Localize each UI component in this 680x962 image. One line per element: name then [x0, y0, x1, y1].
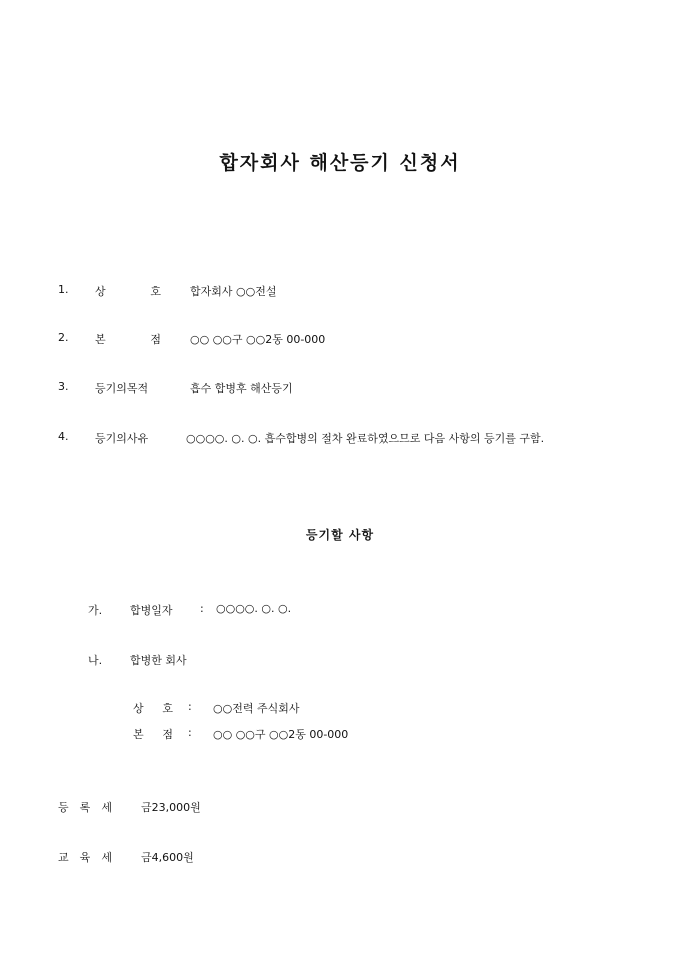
merging-company-letter: 나. — [88, 654, 103, 667]
fee-value-registration-tax: 금23,000원 — [141, 801, 201, 814]
merging-company-head-office-value: ○○ ○○구 ○○2동 00-000 — [213, 728, 349, 741]
fee-label-char: 세 — [101, 851, 112, 864]
fee-label-char: 교 — [58, 851, 69, 864]
merging-company-trade-name-label — [133, 700, 173, 716]
item-number-4: 4. — [58, 430, 69, 443]
item-value-head-office: ○○ ○○구 ○○2동 00-000 — [190, 333, 326, 346]
detail-label-char: 본 — [133, 728, 144, 741]
fee-label-char: 세 — [101, 801, 112, 814]
item-value-reason: ○○○○. ○. ○. 흡수합병의 절차 완료하였으므로 다음 사항의 등기를 구함. — [186, 432, 545, 445]
merging-company-trade-name-value: ○○전력 주식회사 — [213, 702, 300, 715]
item-label-head-office — [95, 331, 161, 347]
fee-label-education-tax — [58, 849, 112, 865]
merger-date-colon: : — [200, 602, 204, 615]
fee-label-char: 육 — [79, 851, 91, 864]
item-label-trade-name — [95, 283, 161, 299]
item-label-char: 상 — [95, 285, 106, 298]
item-label-char: 본 — [95, 333, 106, 346]
merger-date-letter: 가. — [88, 604, 103, 617]
merging-company-trade-name-colon: : — [188, 700, 192, 713]
document-title: 합자회사 해산등기 신청서 — [219, 152, 461, 174]
item-value-purpose: 흡수 합병후 해산등기 — [190, 382, 293, 395]
fee-label-char: 록 — [79, 801, 91, 814]
item-label-purpose: 등기의목적 — [95, 382, 149, 395]
item-value-trade-name: 합자회사 ○○전설 — [190, 285, 277, 298]
detail-label-char: 상 — [133, 702, 144, 715]
section-heading: 등기할 사항 — [305, 528, 375, 542]
merger-date-value: ○○○○. ○. ○. — [216, 602, 292, 615]
item-number-3: 3. — [58, 380, 69, 393]
merging-company-head-office-label — [133, 726, 173, 742]
item-number-1: 1. — [58, 283, 69, 296]
item-label-char: 호 — [150, 285, 161, 298]
detail-label-char: 점 — [162, 728, 173, 741]
fee-label-registration-tax — [58, 799, 112, 815]
fee-value-education-tax: 금4,600원 — [141, 851, 194, 864]
detail-label-char: 호 — [162, 702, 173, 715]
merging-company-label: 합병한 회사 — [130, 654, 187, 667]
item-label-reason: 등기의사유 — [95, 432, 149, 445]
item-number-2: 2. — [58, 331, 69, 344]
merging-company-head-office-colon: : — [188, 726, 192, 739]
merger-date-label: 합병일자 — [130, 604, 173, 617]
fee-label-char: 등 — [58, 801, 69, 814]
item-label-char: 점 — [150, 333, 161, 346]
